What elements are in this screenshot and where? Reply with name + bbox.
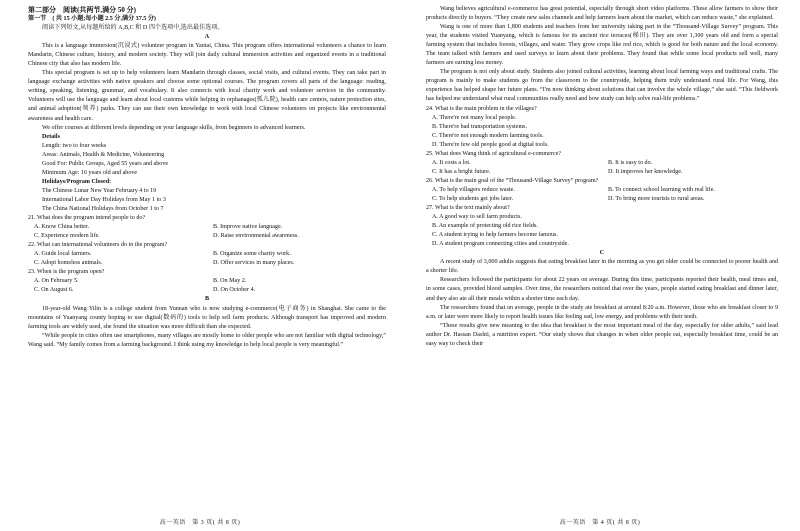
option-a[interactable]: A. A good way to sell farm products. [432,214,522,221]
passage-a-label: A [204,34,210,41]
passage-c-paragraph-3: The researchers found that on average, people in the study ate breakfast at around 8:20 a.m. However, those who ate breakfast closer to 9 a.m. or later were more likely to report health issues like feeling sad, low energy, and problems with their teeth. [426,304,778,320]
question-23: 23. When is the program open? [28,269,105,276]
option-c[interactable]: C. Adopt homeless animals. [34,260,103,267]
option-d[interactable]: D. A student program connecting cities and countryside. [432,241,569,248]
details-item: Good For: Public Groups, Aged 55 years and above [42,160,169,167]
passage-b-paragraph-3: Wang believes agricultural e-commerce has great potential, especially through short video platforms. These allow farmers to show their products directly to buyers. “They create new sales channels and help farmers learn about the market, which can reduce waste,” she explained. [426,6,778,22]
question-22-options [28,259,386,268]
details-item: Length: two to four weeks [42,142,107,149]
option-a[interactable]: A. Guide local farmers. [34,251,92,258]
option-b[interactable]: B. Improve native language. [213,224,283,231]
page-footer: 高一英语 第 4 页( 共 8 页) [559,519,641,526]
option-c[interactable]: C. Experience modern life. [34,233,100,240]
passage-c-paragraph-2: Researchers followed the participants for about 22 years on average. During this time, participants reported their health, meal times and, in some cases, provided blood samples. Over time, the researchers noticed that over the years, people started eating breakfast and dinner later, and they also ate all their meals within a shorter time each day. [426,277,778,302]
option-b[interactable]: B. It is easy to do. [608,159,653,166]
option-d[interactable]: D. Raise environmental awareness. [213,233,299,240]
option-a[interactable]: A. To help villagers reduce waste. [432,186,515,193]
passage-b-label: B [204,296,210,303]
question-22: 22. What can international volunteers do in the program? [28,242,168,249]
option-a[interactable]: A. There're not many local people. [432,114,517,121]
subsection-header: 第一节 ( 共 15 小题;每小题 2.5 分,满分 37.5 分) [28,16,156,22]
holiday-item: The China National Holidays from October 1 to 7 [42,205,164,212]
option-a[interactable]: A. Know China better. [34,224,90,231]
question-27: 27. What is the text mainly about? [426,205,510,212]
option-b[interactable]: B. Organize some charity work. [213,251,291,258]
details-item: Areas: Animals, Health & Medicine, Volunteering [42,151,165,158]
passage-c-label: C [599,250,605,257]
holiday-item: The Chinese Lunar New Year February 4 to 19 [42,187,157,194]
question-26-options [426,186,778,195]
question-25-options [426,168,778,177]
question-26-options [426,195,778,204]
option-a[interactable]: A. It costs a lot. [432,159,471,166]
details-title: Details [42,133,60,140]
option-b[interactable]: B. To connect school learning with real life. [608,186,715,193]
details-item: Minimum Age: 16 years old and above [42,169,138,176]
option-d[interactable]: D. To bring more tourists to rural areas. [608,195,705,202]
passage-b-paragraph-2: “While people in cities often use smartphones, many villages are mostly home to older people who are not familiar with digital technology,” Wang said. “My family comes from a farming background. I think using my knowledge to help local people is very meaningful.” [28,332,386,348]
passage-a-paragraph-3: We offer courses at different levels depending on your language skills, from beginners to advanced learners. [42,124,306,131]
section-header: 第二部分 阅读(共两节,满分 50 分) [28,6,136,14]
passage-c-paragraph-4: “These results give new meaning to the idea that breakfast is the most important meal of the day, especially for older adults,” said lead author Dr. Hassan Dashti, a nutrition expert. “Our study shows that changes in when older people eat, especially breakfast time, could be an easy way to check their [426,322,778,347]
option-a[interactable]: A. On February 5. [34,278,79,285]
option-b[interactable]: B. An example of protecting old rice fields. [432,223,538,230]
question-21-options [28,232,386,241]
passage-b-paragraph-4: Wang is one of more than 1,800 students and teachers from her university taking part in the “Thousand-Village Survey” program. This year, the students visited Yuanyang, which is famous for its ancient rice terraces(梯田). They are over 1,300 years old and form a special farming system that includes forests, villages, and water. They grow crops like red rice, which is good for both nature and the local economy. The team talked with farmers and used surveys to learn about their problems. They found that while some local products sell well, many farmers are earning less money. [426,24,778,67]
question-24: 24. What is the main problem in the villages? [426,105,537,112]
question-25: 25. What does Wang think of agricultural e-commerce? [426,150,561,157]
passage-b-paragraph-1: 18-year-old Wang Yilin is a college student from Yunnan who is now studying e-commerce(电子商务) in Shanghai. She came to the mountains of Yuanyang county hoping to use digital(数码的) tools to help sell farm products. Although transport has improved and modern farming tools are widely used, she found the situation was more difficult than she expected. [28,305,386,330]
instruction: 阅读下列短文,从每题所给的 A,B,C 和 D 四个选项中,选出最佳选项。 [42,25,224,32]
question-26: 26. What is the main goal of the “Thousand-Village Survey” program? [426,177,599,184]
holiday-item: International Labor Day Holidays from May 1 to 3 [42,196,166,203]
question-21: 21. What does the program intend people to do? [28,215,146,222]
passage-b-paragraph-5: The program is not only about study. Students also joined cultural activities, learning about local farming ways and traditional crafts. The program is mainly to make students go from the classroom to the countryside, helping them truly understand rural life. For Wang, this experience has helped shape her future plans. “I'm now thinking about solutions that can involve the whole village,” she said. “This fieldwork has helped me understand what rural communities really need and how study can help solve real-life problems.” [426,69,778,103]
question-21-options [28,223,386,232]
question-23-options [28,277,386,286]
option-d[interactable]: D. Offer services in many places. [213,260,295,267]
passage-c-paragraph-1: A recent study of 3,000 adults suggests that eating breakfast later in the morning as you get older could be connected to poorer health and a shorter life. [426,259,778,275]
question-25-options [426,159,778,168]
option-c[interactable]: C. It has a bright future. [432,168,491,175]
option-b[interactable]: B. There're bad transportation systems. [432,123,528,130]
option-d[interactable]: D. It improves her knowledge. [608,168,683,175]
passage-a-paragraph-1: This is a language immersion(沉浸式) volunteer program in Yantai, China. This program offers international volunteers a chance to learn Mandarin, Chinese culture, history, and modern society. They will join daily cultural immersion activities and organized events in a traditional Chinese city that also has modern life. [28,43,386,68]
option-d[interactable]: D. On October 4. [213,287,256,294]
page-footer: 高一英语 第 3 页( 共 8 页) [159,519,241,526]
passage-a-paragraph-2: This special program is set up to help volunteers learn Mandarin through classes, social visits, and cultural events. They can take part in language exchange activities with native speakers and choose some optional courses. The program covers all parts of the language: reading, writing, speaking, listening, grammar, and vocabulary. It also connects with local charity work and volunteer services in the community. Volunteers will use the language and learn about local customs while helping in orphanages(孤儿院), health care centers, nature protection sites, and animal adoption(领养) parks. They can use their own knowledge to work with local Chinese volunteers on projects like environmental awareness and health care. [28,70,386,122]
holidays-title: Holidays/Program Closed: [42,178,112,185]
option-c[interactable]: C. On August 6. [34,287,74,294]
option-d[interactable]: D. There're few old people good at digital tools. [432,141,549,148]
question-22-options [28,250,386,259]
question-23-options [28,286,386,295]
option-b[interactable]: B. On May 2. [213,278,247,285]
option-c[interactable]: C. There're not enough modern farming tools. [432,132,544,139]
option-c[interactable]: C. To help students get jobs later. [432,195,514,202]
right-page [400,0,800,531]
option-c[interactable]: C. A student trying to help farmers become famous. [432,232,558,239]
